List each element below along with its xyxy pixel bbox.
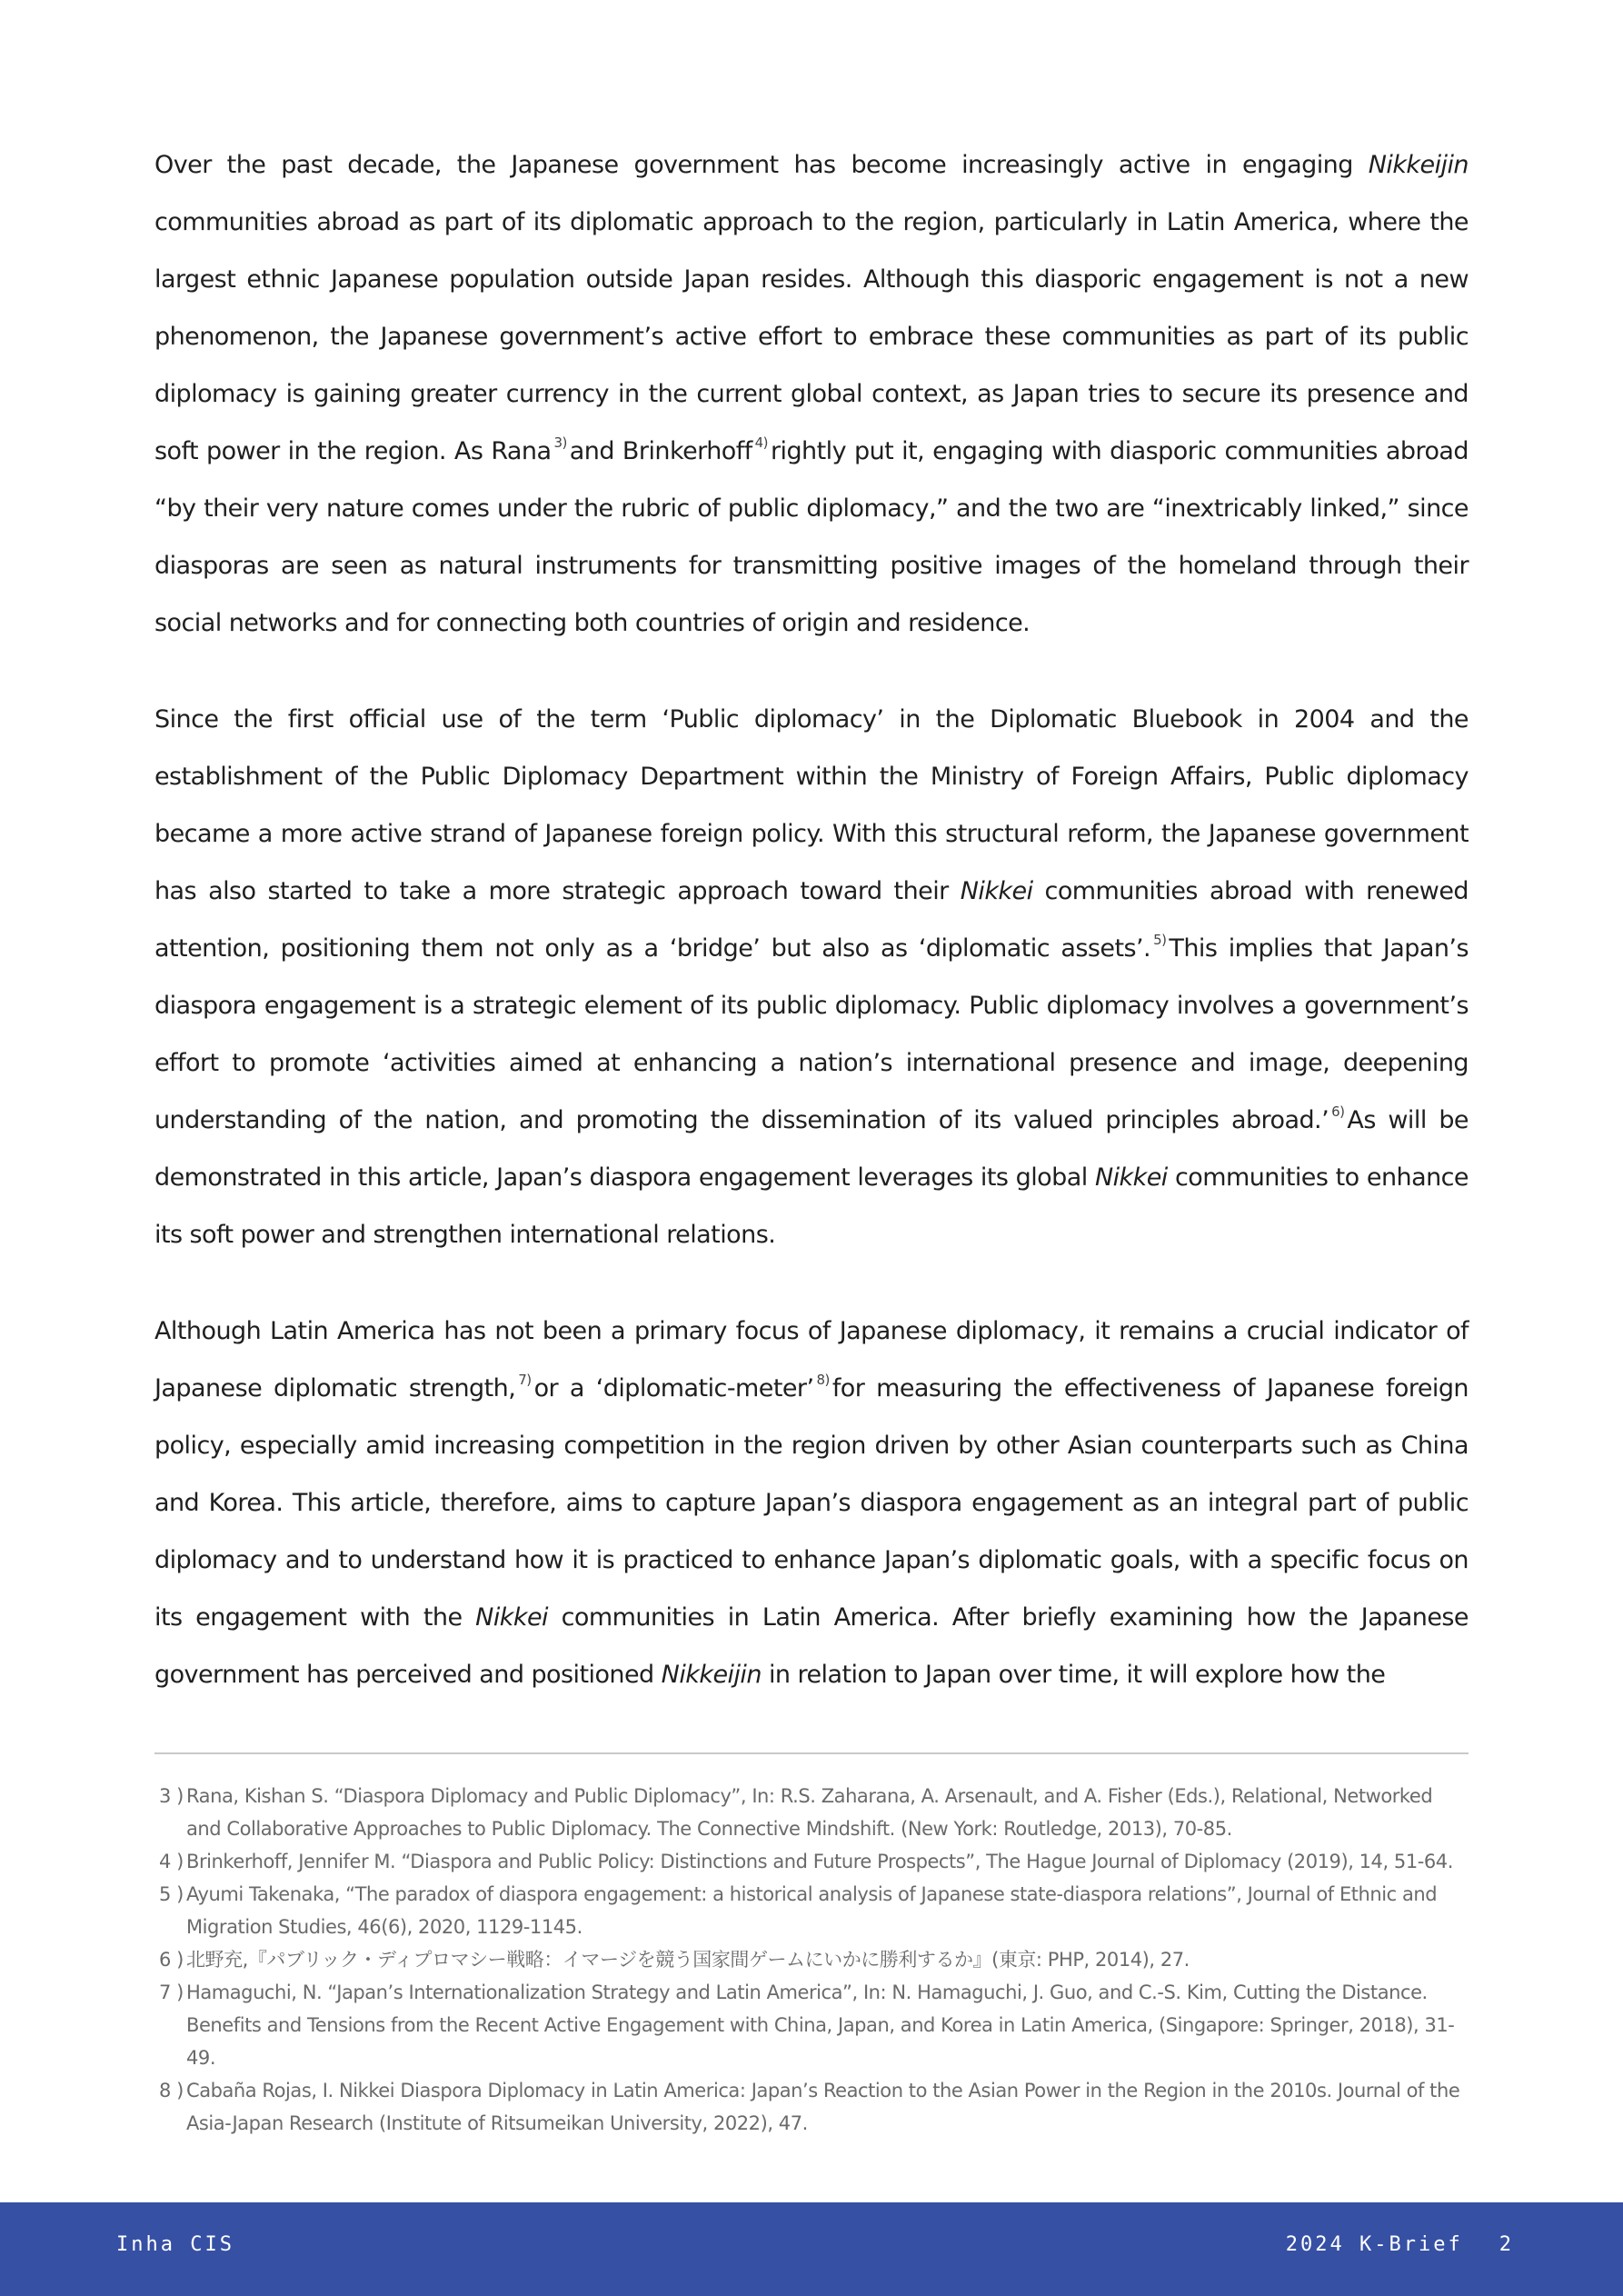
footnote-text: Cabaña Rojas, I. Nikkei Diaspora Diplomacy in Latin America: Japan’s Reaction to the Asian Power in the Region in the 2010s. Journal of the Asia-Japan Research (Institute of Ritsumeikan University, 2022), 47. — [186, 2080, 1460, 2134]
paragraph-text: Since the first official use of the term ‘Public diplomacy’ in the Diplomatic Bluebook in 2004 and the establishment of the Public Diplomacy Department within the Ministry of Foreign Affairs, Public diplomacy became a more active strand of Japanese foreign policy. With this structural reform, the Japanese government has also started to take a more strategic approach toward their — [154, 705, 1469, 905]
footnote-ref: 8) — [816, 1372, 830, 1388]
paragraph-text: communities to enhance its soft power and strengthen international relations. — [154, 1163, 1469, 1249]
footnote-ref: 6) — [1331, 1103, 1345, 1120]
italic-term: Nikkei — [960, 877, 1033, 905]
footnote-number: 3 ) — [159, 1785, 184, 1807]
footnote-text: Rana, Kishan S. “Diaspora Diplomacy and Public Diplomacy”, In: R.S. Zaharana, A. Arsenault, and A. Fisher (Eds.), Relational, Networked and Collaborative Approaches to Public Diplomacy. The Connective Mindshift. (New York: Routledge, 2013), 70-85. — [186, 1785, 1433, 1840]
footnote-ref: 3) — [553, 434, 567, 451]
paragraph-text: and Brinkerhoff — [569, 437, 752, 465]
footnote — [154, 1845, 1469, 1878]
italic-term: Nikkeijin — [661, 1661, 762, 1689]
paragraph-text: communities abroad with renewed attention, positioning them not only as a ‘bridge’ but also as ‘diplomatic assets’. — [154, 877, 1469, 963]
footnote — [154, 1943, 1469, 1976]
page-number: 2 — [1499, 2233, 1514, 2256]
footnote — [154, 2074, 1469, 2140]
footnote-number: 8 ) — [159, 2080, 184, 2101]
paragraph-text: As will be demonstrated in this article, Japan’s diaspora engagement leverages its global — [154, 1106, 1469, 1192]
paragraph-text: communities abroad as part of its diplomatic approach to the region, particularly in Latin America, where the largest ethnic Japanese population outside Japan resides. Although this diasporic engagement is not a new phenomenon, the Japanese government’s active effort to embrace these communities as part of its public diplomacy is gaining greater currency in the current global context, as Japan tries to secure its presence and soft power in the region. As Rana — [154, 208, 1469, 465]
footnote-text: Ayumi Takenaka, “The paradox of diaspora engagement: a historical analysis of Japanese state-diaspora relations”, Journal of Ethnic and Migration Studies, 46(6), 2020, 1129-1145. — [186, 1883, 1438, 1938]
footnote-number: 6 ) — [159, 1949, 184, 1971]
paragraph — [154, 691, 1469, 1263]
paragraph-text: Although Latin America has not been a primary focus of Japanese diplomacy, it remains a crucial indicator of Japanese diplomatic strength, — [154, 1317, 1469, 1403]
footnote — [154, 1976, 1469, 2074]
italic-term: Nikkei — [475, 1603, 548, 1632]
footnote-text: Brinkerhoff, Jennifer M. “Diaspora and Public Policy: Distinctions and Future Prospects”, The Hague Journal of Diplomacy (2019), 14, 51-64. — [186, 1851, 1453, 1872]
paragraph-text: for measuring the effectiveness of Japanese foreign policy, especially amid increasing competition in the region driven by other Asian counterparts such as China and Korea. This article, therefore, aims to capture Japan’s diaspora engagement as an integral part of public diplomacy and to understand how it is practiced to enhance Japan’s diplomatic goals, with a specific focus on its engagement with the — [154, 1374, 1469, 1632]
paragraph-text: communities in Latin America. After briefly examining how the Japanese government has perceived and positioned — [154, 1603, 1469, 1689]
italic-term: Nikkei — [1094, 1163, 1168, 1192]
footnote-text: Hamaguchi, N. “Japan’s Internationalization Strategy and Latin America”, In: N. Hamaguchi, J. Guo, and C.-S. Kim, Cutting the Distance. Benefits and Tensions from the Recent Active Engagement with China, Japan, and Korea in Latin America, (Singapore: Springer, 2018), 31-49. — [186, 1982, 1455, 2069]
footer-right — [1286, 2233, 1514, 2256]
paragraph-text: or a ‘diplomatic-meter’ — [533, 1374, 814, 1403]
footer-publication: 2024 K-Brief — [1285, 2233, 1463, 2256]
footnote — [154, 1878, 1469, 1943]
footnote-number: 5 ) — [159, 1883, 184, 1905]
footer-publisher: Inha CIS — [116, 2233, 234, 2256]
article-body — [154, 136, 1469, 1703]
page-footer — [0, 2202, 1623, 2296]
paragraph-text: Over the past decade, the Japanese government has become increasingly active in engaging — [154, 151, 1369, 179]
italic-term: Nikkeijin — [1368, 151, 1469, 179]
footnote-number: 4 ) — [159, 1851, 184, 1872]
paragraph-text: in relation to Japan over time, it will explore how the — [761, 1661, 1386, 1689]
footnote-number: 7 ) — [159, 1982, 184, 2003]
paragraph — [154, 136, 1469, 652]
paragraph-text: rightly put it, engaging with diasporic communities abroad “by their very nature comes under the rubric of public diplomacy,” and the two are “inextricably linked,” since diasporas are seen as natural instruments for transmitting positive images of the homeland through their social networks and for connecting both countries of origin and residence. — [154, 437, 1469, 637]
paragraph-text: This implies that Japan’s diaspora engagement is a strategic element of its public diplomacy. Public diplomacy involves a government’s effort to promote ‘activities aimed at enhancing a nation’s international presence and image, deepening understanding of the nation, and promoting the dissemination of its valued principles abroad.’ — [154, 934, 1469, 1134]
footnote-ref: 5) — [1153, 932, 1167, 948]
footnote-ref: 4) — [754, 434, 768, 451]
paragraph — [154, 1303, 1469, 1703]
footnote-ref: 7) — [518, 1372, 532, 1388]
footnotes — [154, 1752, 1469, 2140]
footnote-text: 北野充,『パブリック・ディプロマシー戦略：イマージを競う国家間ゲームにいかに勝利するか』(東京: PHP, 2014), 27. — [186, 1949, 1190, 1971]
footnote — [154, 1780, 1469, 1845]
